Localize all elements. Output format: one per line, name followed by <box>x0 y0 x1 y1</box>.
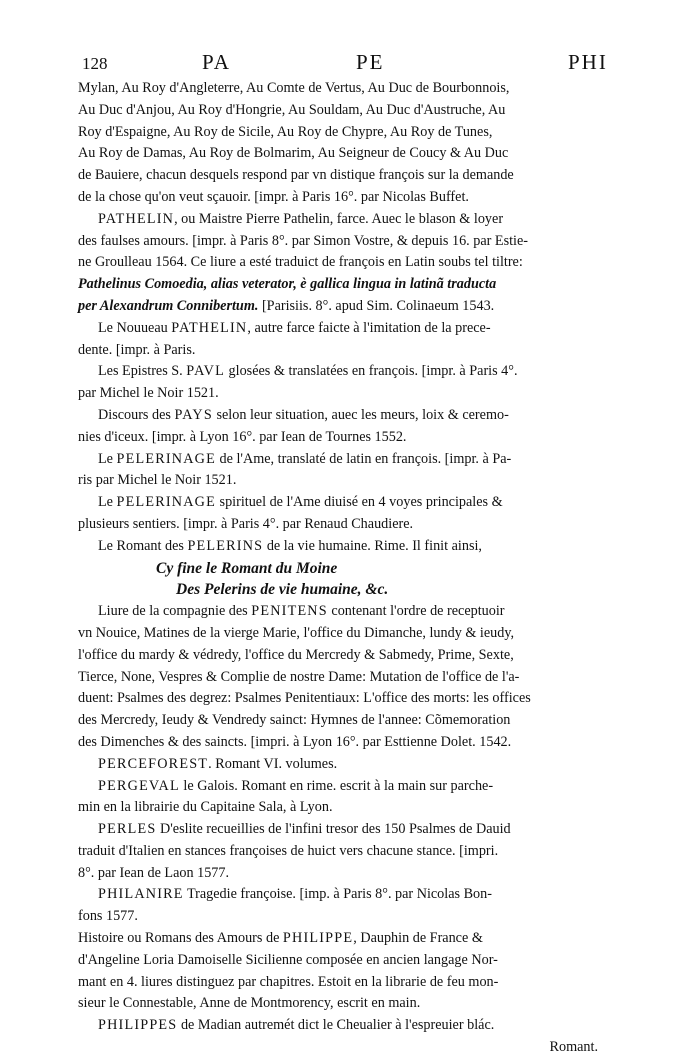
line-text: de la vie humaine. Rime. Il finit ainsi, <box>263 537 482 554</box>
line-text: de Bauiere, chacun desquels respond par vn distique françois sur la demande <box>78 167 514 184</box>
text-line <box>78 187 598 209</box>
text-line <box>78 340 598 362</box>
text-line <box>78 754 598 776</box>
line-prefix: Les Epistres S. <box>98 363 187 380</box>
text-line <box>78 427 598 449</box>
line-text: spirituel de l'Ame diuisé en 4 voyes principales & <box>216 494 503 511</box>
text-line <box>78 514 598 536</box>
line-text: D'eslite recueillies de l'infini tresor des 150 Psalmes de Dauid <box>156 821 511 838</box>
line-text: le Galois. Romant en rime. escrit à la main sur parche- <box>179 777 494 794</box>
header-left: PA <box>202 50 231 74</box>
line-text: nies d'iceux. [impr. à Lyon 16°. par Iean de Tournes 1552. <box>78 428 407 445</box>
text-line <box>78 776 598 798</box>
line-text: selon leur situation, auec les meurs, loix & ceremo- <box>212 406 509 423</box>
text-line <box>78 492 598 514</box>
line-prefix: Le Nouueau <box>98 319 172 336</box>
line-text: Romant. <box>549 1039 598 1056</box>
line-text: glosées & translatées en françois. [impr. à Paris 4°. <box>225 363 518 380</box>
line-text: duent: Psalmes des degrez: Psalmes Penitentiaux: L'office des morts: les offices <box>78 690 531 707</box>
text-line <box>78 318 598 340</box>
header-middle: PE <box>356 50 385 74</box>
text-line <box>78 906 598 928</box>
text-line <box>78 296 598 318</box>
page-number: 128 <box>82 54 108 73</box>
line-text: ne Groulleau 1564. Ce liure a esté traduict de françois en Latin soubs tel tiltre: <box>78 254 523 271</box>
line-text: sieur le Connestable, Anne de Montmorency, escrit en main. <box>78 995 421 1012</box>
text-line <box>78 252 598 274</box>
line-text: d'Angeline Loria Damoiselle Sicilienne composée en ancien langage Nor- <box>78 951 498 968</box>
text-line <box>78 209 598 231</box>
line-prefix: Le Romant des <box>98 537 188 554</box>
line-text: ris par Michel le Noir 1521. <box>78 472 237 489</box>
text-line <box>78 623 598 645</box>
text-line <box>78 841 598 863</box>
text-line <box>78 950 598 972</box>
line-text: de la chose qu'on veut sçauoir. [impr. à Paris 16°. par Nicolas Buffet. <box>78 188 469 205</box>
line-text: fons 1577. <box>78 908 138 925</box>
catchword: PHILIPPES <box>98 1017 178 1034</box>
italic-title: Des Pelerins de vie humaine, &c. <box>176 581 389 599</box>
text-line <box>78 667 598 689</box>
line-text: de l'Ame, translaté de latin en françois. [impr. à Pa- <box>216 450 512 467</box>
text-line <box>78 449 598 471</box>
text-line <box>78 122 598 144</box>
page-text <box>78 78 598 1059</box>
running-header <box>82 50 622 76</box>
catchword: PERCEFOREST <box>98 755 209 772</box>
text-line <box>78 645 598 667</box>
italic-title: per Alexandrum Connibertum. <box>78 297 259 314</box>
line-prefix: Le <box>98 494 117 511</box>
text-line <box>78 579 598 601</box>
line-text: min en la librairie du Capitaine Sala, à Lyon. <box>78 799 333 816</box>
line-text: [Parisiis. 8°. apud Sim. Colinaeum 1543. <box>258 297 495 314</box>
line-text: Tierce, None, Vespres & Complie de nostre Dame: Mutation de l'office de l'a- <box>78 668 520 685</box>
line-text: des Mercredy, Ieudy & Vendredy sainct: Hymnes de l'annee: Cõmemoration <box>78 712 511 729</box>
text-line <box>78 78 598 100</box>
catchword: PAYS <box>174 406 213 423</box>
line-text: dente. [impr. à Paris. <box>78 341 196 358</box>
text-line <box>78 231 598 253</box>
text-line <box>78 601 598 623</box>
catchword: PENITENS <box>251 603 328 620</box>
line-text: Mylan, Au Roy d'Angleterre, Au Comte de Vertus, Au Duc de Bourbonnois, <box>78 80 510 96</box>
text-line <box>78 884 598 906</box>
text-line <box>78 819 598 841</box>
line-text: Au Duc d'Anjou, Au Roy d'Hongrie, Au Souldam, Au Duc d'Austruche, Au <box>78 101 506 118</box>
line-text: des faulses amours. [impr. à Paris 8°. par Simon Vostre, & depuis 16. par Estie- <box>78 232 529 249</box>
text-line <box>78 993 598 1015</box>
text-line <box>78 274 598 296</box>
line-text: 8°. par Iean de Laon 1577. <box>78 864 230 881</box>
catchword: PERGEVAL <box>98 777 180 794</box>
text-line <box>78 1015 598 1037</box>
line-text: l'office du mardy & védredy, l'office du Mercredy & Sabmedy, Prime, Sexte, <box>78 646 514 663</box>
line-prefix: Liure de la compagnie des <box>98 603 252 620</box>
header-right: PHI <box>568 50 608 74</box>
italic-title: Cy fine le Romant du Moine <box>156 559 338 577</box>
line-prefix: Le <box>98 450 117 467</box>
line-text: par Michel le Noir 1521. <box>78 385 219 402</box>
catchword: PAVL <box>186 363 225 380</box>
line-text: , Dauphin de France & <box>353 930 483 947</box>
line-text: des Dimenches & des saincts. [impri. à Lyon 16°. par Esttienne Dolet. 1542. <box>78 733 512 750</box>
text-line <box>78 688 598 710</box>
text-line <box>78 383 598 405</box>
catchword: PHILANIRE <box>98 886 184 903</box>
line-text: vn Nouice, Matines de la vierge Marie, l'office du Dimanche, lundy & ieudy, <box>78 624 515 641</box>
line-text: plusieurs sentiers. [impr. à Paris 4°. par Renaud Chaudiere. <box>78 515 414 532</box>
text-line <box>78 732 598 754</box>
line-text: contenant l'ordre de receptuoir <box>327 603 505 620</box>
line-text: Au Roy de Damas, Au Roy de Bolmarim, Au Seigneur de Coucy & Au Duc <box>78 145 509 162</box>
line-text: , autre farce faicte à l'imitation de la prece- <box>247 319 491 336</box>
line-text: Roy d'Espaigne, Au Roy de Sicile, Au Roy de Chypre, Au Roy de Tunes, <box>78 123 493 140</box>
line-prefix: Discours des <box>98 406 175 423</box>
line-prefix: Histoire ou Romans des Amours de <box>78 930 283 947</box>
catchword: PELERINS <box>187 537 264 554</box>
text-line <box>78 143 598 165</box>
text-line <box>78 405 598 427</box>
line-text: mant en 4. liures distinguez par chapitres. Estoit en la librarie de feu mon- <box>78 973 499 990</box>
catchword: PATHELIN <box>98 210 175 227</box>
text-line <box>78 470 598 492</box>
catchword: PERLES <box>98 821 157 838</box>
text-line <box>78 536 598 558</box>
text-line <box>78 797 598 819</box>
text-line <box>78 972 598 994</box>
text-line <box>78 100 598 122</box>
catchword: PHILIPPE <box>282 930 354 947</box>
italic-title: Pathelinus Comoedia, alias veterator, è gallica lingua in latinã traducta <box>78 276 497 293</box>
text-line <box>78 1037 598 1059</box>
line-text: traduit d'Italien en stances françoises de huict vers chacune stance. [impri. <box>78 842 499 859</box>
text-line <box>78 710 598 732</box>
catchword: PATHELIN <box>171 319 248 336</box>
catchword: PELERINAGE <box>116 494 216 511</box>
text-line <box>78 928 598 950</box>
line-text: de Madian autremét dict le Cheualier à l'espreuier blác. <box>177 1017 495 1034</box>
text-line <box>78 361 598 383</box>
text-line <box>78 863 598 885</box>
text-line <box>78 165 598 187</box>
catchword: PELERINAGE <box>116 450 216 467</box>
text-line <box>78 558 598 580</box>
line-text: Tragedie françoise. [imp. à Paris 8°. par Nicolas Bon- <box>183 886 492 903</box>
line-text: . Romant VI. volumes. <box>208 755 338 772</box>
line-text: , ou Maistre Pierre Pathelin, farce. Auec le blason & loyer <box>174 210 504 227</box>
